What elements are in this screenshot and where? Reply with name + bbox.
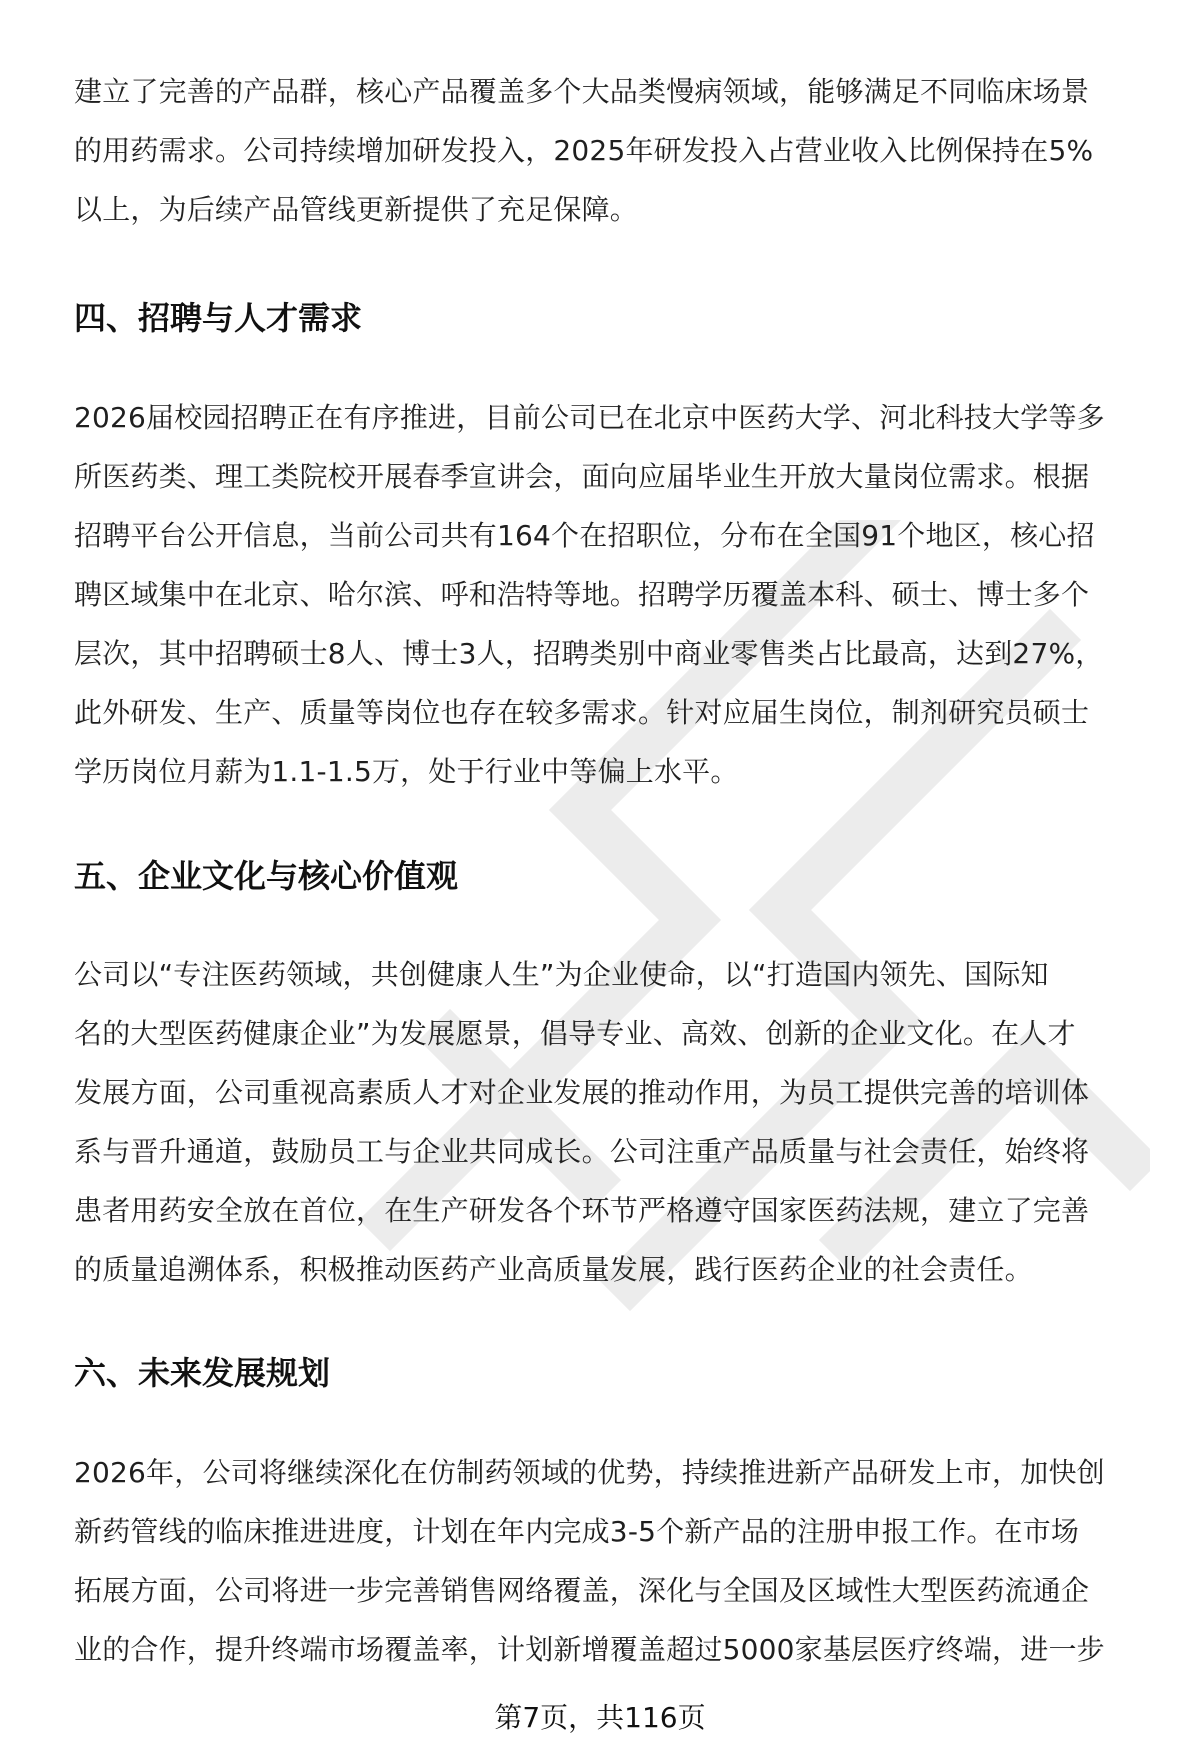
future-plan-paragraph bbox=[74, 1443, 1154, 1679]
paragraph-line: 层次，其中招聘硕士8人、博士3人，招聘类别中商业零售类占比最高，达到27%， bbox=[74, 637, 1104, 670]
paragraph-line: 学历岗位月薪为1.1-1.5万，处于行业中等偏上水平。 bbox=[74, 755, 739, 788]
paragraph-line: 2026届校园招聘正在有序推进，目前公司已在北京中医药大学、河北科技大学等多 bbox=[74, 401, 1105, 434]
intro-paragraph bbox=[74, 62, 1154, 239]
section-heading-block bbox=[74, 298, 1154, 338]
paragraph-line: 的用药需求。公司持续增加研发投入，2025年研发投入占营业收入比例保持在5% bbox=[74, 134, 1094, 167]
section-heading-culture: 五、企业文化与核心价值观 bbox=[74, 857, 459, 895]
paragraph-line: 患者用药安全放在首位，在生产研发各个环节严格遵守国家医药法规，建立了完善 bbox=[74, 1194, 1090, 1227]
section-heading-block bbox=[74, 856, 1154, 896]
paragraph-line: 发展方面，公司重视高素质人才对企业发展的推动作用，为员工提供完善的培训体 bbox=[74, 1076, 1090, 1109]
culture-paragraph bbox=[74, 945, 1154, 1299]
section-heading-future-plan: 六、未来发展规划 bbox=[74, 1354, 331, 1392]
paragraph-line: 招聘平台公开信息，当前公司共有164个在招职位，分布在全国91个地区，核心招 bbox=[74, 519, 1095, 552]
paragraph-line: 以上，为后续产品管线更新提供了充足保障。 bbox=[74, 193, 639, 226]
paragraph-line: 业的合作，提升终端市场覆盖率，计划新增覆盖超过5000家基层医疗终端，进一步 bbox=[74, 1633, 1105, 1666]
paragraph-line: 名的大型医药健康企业”为发展愿景，倡导专业、高效、创新的企业文化。在人才 bbox=[74, 1017, 1076, 1050]
intro-paragraph-block bbox=[74, 62, 1154, 239]
section-body-recruitment bbox=[74, 388, 1154, 801]
paragraph-line: 公司以“专注医药领域，共创健康人生”为企业使命，以“打造国内领先、国际知 bbox=[74, 958, 1049, 991]
paragraph-line: 拓展方面，公司将进一步完善销售网络覆盖，深化与全国及区域性大型医药流通企 bbox=[74, 1574, 1090, 1607]
paragraph-line: 2026年，公司将继续深化在仿制药领域的优势，持续推进新产品研发上市，加快创 bbox=[74, 1456, 1105, 1489]
paragraph-line: 新药管线的临床推进进度，计划在年内完成3-5个新产品的注册申报工作。在市场 bbox=[74, 1515, 1080, 1548]
section-body-future-plan bbox=[74, 1443, 1154, 1679]
section-heading-recruitment: 四、招聘与人才需求 bbox=[74, 299, 363, 337]
paragraph-line: 系与晋升通道，鼓励员工与企业共同成长。公司注重产品质量与社会责任，始终将 bbox=[74, 1135, 1090, 1168]
section-heading-block bbox=[74, 1353, 1154, 1393]
paragraph-line: 此外研发、生产、质量等岗位也存在较多需求。针对应届生岗位，制剂研究员硕士 bbox=[74, 696, 1090, 729]
paragraph-line: 聘区域集中在北京、哈尔滨、呼和浩特等地。招聘学历覆盖本科、硕士、博士多个 bbox=[74, 578, 1090, 611]
paragraph-line: 的质量追溯体系，积极推动医药产业高质量发展，践行医药企业的社会责任。 bbox=[74, 1253, 1033, 1286]
recruitment-paragraph bbox=[74, 388, 1154, 801]
paragraph-line: 所医药类、理工类院校开展春季宣讲会，面向应届毕业生开放大量岗位需求。根据 bbox=[74, 460, 1090, 493]
page-number-footer: 第7页，共116页 bbox=[494, 1701, 706, 1734]
paragraph-line: 建立了完善的产品群，核心产品覆盖多个大品类慢病领域，能够满足不同临床场景 bbox=[74, 75, 1090, 108]
section-body-culture bbox=[74, 945, 1154, 1299]
